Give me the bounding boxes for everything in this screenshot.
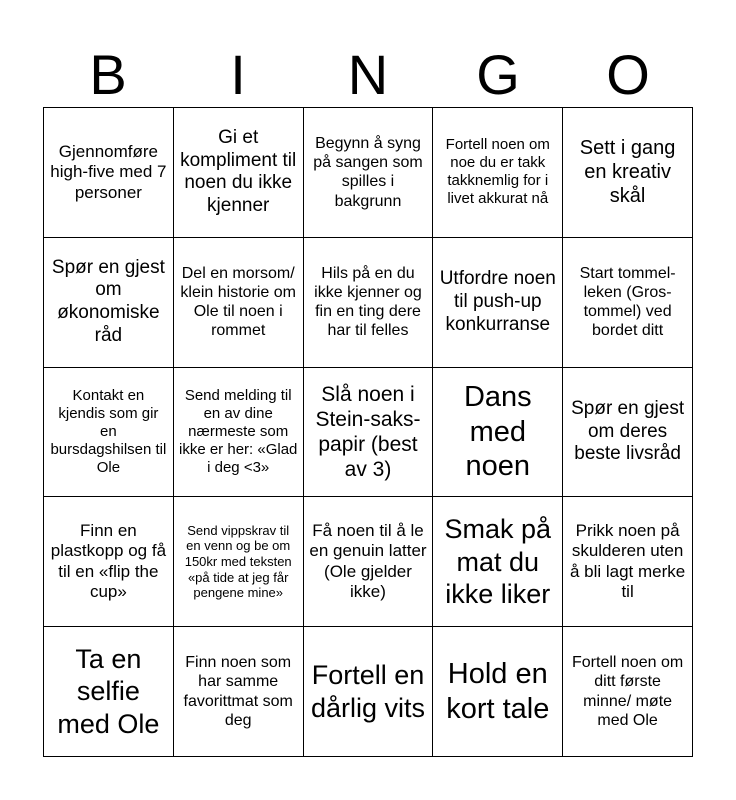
bingo-cell[interactable]: [563, 238, 693, 368]
bingo-cell[interactable]: [174, 497, 304, 627]
header-letter-o: O: [606, 43, 650, 106]
cell-text: Prikk noen på skulderen uten å bli lagt merke til: [569, 521, 686, 602]
cell-text: Send vippskrav til en venn og be om 150kr med teksten «på tide at jeg får pengene mine»: [184, 522, 292, 601]
bingo-cell[interactable]: [563, 497, 693, 627]
header-letter-g: G: [476, 43, 520, 106]
bingo-cell[interactable]: [304, 627, 434, 757]
bingo-cell[interactable]: [304, 108, 434, 238]
cell-text: Dans med noen: [463, 380, 532, 483]
cell-text: Slå noen i Stein-saks-papir (best av 3): [315, 382, 421, 482]
header-letter-n: N: [347, 43, 389, 106]
bingo-cell[interactable]: [44, 108, 174, 238]
cell-text: Finn noen som har samme favorittmat som deg: [183, 654, 293, 729]
bingo-cell[interactable]: [433, 238, 563, 368]
bingo-cell[interactable]: [304, 497, 434, 627]
cell-text: Hold en kort tale: [446, 657, 550, 725]
bingo-cell[interactable]: [563, 108, 693, 238]
bingo-cell[interactable]: [174, 108, 304, 238]
cell-text: Fortell noen om ditt første minne/ møte med Ole: [572, 654, 684, 729]
bingo-header: [43, 44, 693, 106]
cell-text: Utfordre noen til push-up konkurranse: [439, 268, 556, 335]
bingo-cell[interactable]: [44, 368, 174, 498]
bingo-cell[interactable]: [433, 497, 563, 627]
cell-text: Spør en gjest om deres beste livsråd: [571, 397, 685, 465]
cell-text: Gi et kompliment til noen du ikke kjenner: [180, 126, 297, 217]
cell-text: Finn en plastkopp og få til en «flip the cup»: [50, 521, 167, 602]
bingo-cell[interactable]: [433, 108, 563, 238]
header-letter-b: B: [89, 43, 127, 106]
bingo-cell[interactable]: [44, 627, 174, 757]
cell-text: Ta en selfie med Ole: [57, 644, 160, 739]
cell-text: Gjennomføre high-five med 7 personer: [50, 141, 167, 202]
cell-text: Smak på mat du ikke liker: [444, 514, 552, 609]
cell-text: Kontakt en kjendis som gir en bursdagshilsen til Ole: [50, 386, 167, 476]
bingo-cell[interactable]: [304, 238, 434, 368]
cell-text: Hils på en du ikke kjenner og fin en ting dere har til felles: [314, 264, 422, 340]
cell-text: Fortell en dårlig vits: [310, 660, 426, 723]
cell-text: Fortell noen om noe du er takk takknemlig for i livet akkurat nå: [445, 136, 550, 208]
bingo-cell[interactable]: [44, 238, 174, 368]
cell-text: Få noen til å le en genuin latter (Ole gjelder ikke): [309, 521, 427, 602]
bingo-cell[interactable]: [563, 368, 693, 498]
header-letter-i: I: [230, 43, 246, 106]
bingo-cell[interactable]: [174, 627, 304, 757]
bingo-cell[interactable]: [563, 627, 693, 757]
cell-text: Begynn å syng på sangen som spilles i bakgrunn: [313, 135, 423, 210]
cell-text: Del en morsom/ klein historie om Ole til noen i rommet: [180, 264, 296, 340]
bingo-cell[interactable]: [174, 238, 304, 368]
cell-text: Sett i gang en kreativ skål: [579, 137, 676, 208]
cell-text: Start tommel-leken (Gros-tommel) ved bordet ditt: [579, 264, 676, 340]
bingo-cell[interactable]: [304, 368, 434, 498]
bingo-cell[interactable]: [433, 368, 563, 498]
bingo-cell[interactable]: [44, 497, 174, 627]
bingo-cell[interactable]: [174, 368, 304, 498]
cell-text: Spør en gjest om økonomiske råd: [51, 256, 165, 346]
bingo-cell[interactable]: [433, 627, 563, 757]
bingo-grid: [43, 107, 693, 757]
cell-text: Send melding til en av dine nærmeste som ikke er her: «Glad i deg <3»: [179, 386, 298, 476]
